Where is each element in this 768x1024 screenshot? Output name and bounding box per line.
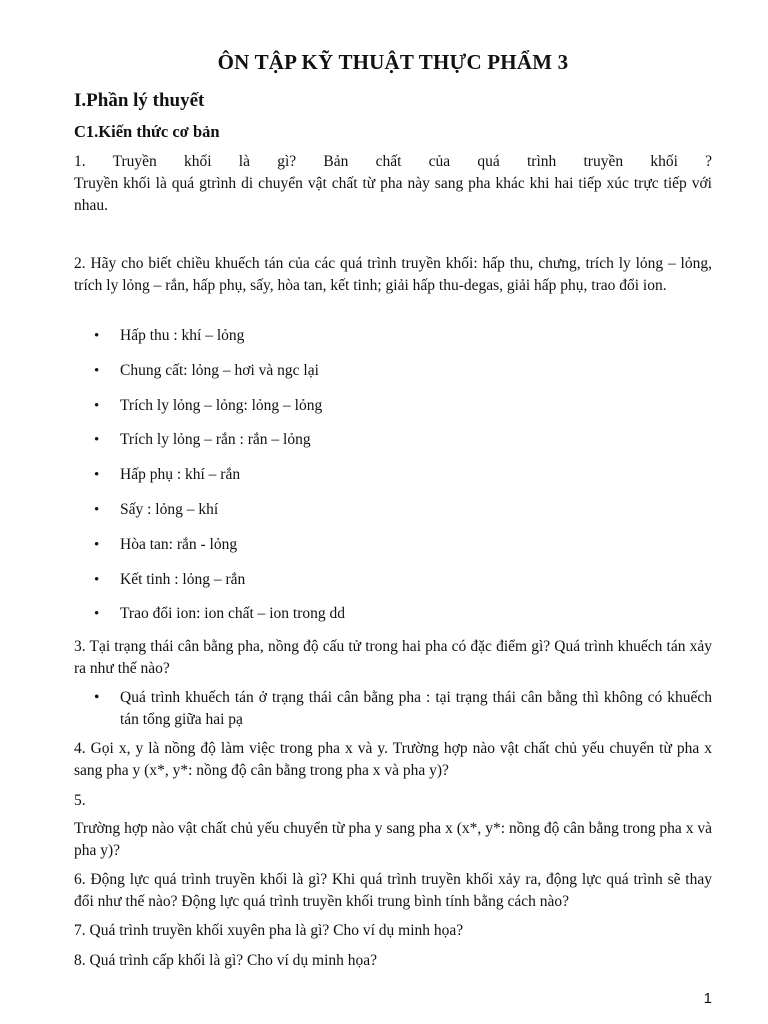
question-7: 7. Quá trình truyền khối xuyên pha là gì? Cho ví dụ minh họa? [74,922,464,939]
list-item: • Hấp thu : khí – lỏng [74,324,712,359]
question-2: 2. Hãy cho biết chiều khuếch tán của các quá trình truyền khối: hấp thu, chưng, trích ly lỏng – lỏng, trích ly lỏng – rắn, hấp phụ, sấy, hòa tan, kết tinh; giải hấp thu-degas, giải hấp phụ, trao đổi ion. [74,255,712,294]
bullet-icon: • [94,689,100,706]
list-item: • Hòa tan: rắn - lỏng [74,533,712,568]
list-item: • Kết tinh : lỏng – rắn [74,568,712,603]
question-3-answer-item [74,687,712,731]
question-3-answer: Quá trình khuếch tán ở trạng thái cân bằng pha : tại trạng thái cân bằng thì không có khuếch tán tổng giữa hai pạ [120,689,712,728]
list-item: • Hấp phụ : khí – rắn [74,463,712,498]
question-6: 6. Động lực quá trình truyền khối là gì? Khi quá trình truyền khối xảy ra, động lực quá trình sẽ thay đổi như thế nào? Động lực quá trình truyền khối trung bình tính bằng cách nào? [74,871,712,910]
section-heading: I.Phần lý thuyết [74,90,205,111]
question-8: 8. Quá trình cấp khối là gì? Cho ví dụ minh họa? [74,952,378,969]
question-1 [74,151,712,217]
list-item: • Trích ly lỏng – lỏng: lỏng – lỏng [74,394,712,429]
question-1-text: 1. Truyền khối là gì? Bản chất của quá trình truyền khối ? [74,153,712,170]
list-item: • Trao đổi ion: ion chất – ion trong dd [74,602,712,637]
question-5: Trường hợp nào vật chất chủ yếu chuyển từ pha y sang pha x (x*, y*: nồng độ cân bằng trong pha x và pha y)? [74,820,712,859]
document-title: ÔN TẬP KỸ THUẬT THỰC PHẨM 3 [217,50,569,74]
subsection-heading: C1.Kiến thức cơ bản [74,122,220,141]
list-item: • Chung cất: lỏng – hơi và ngc lại [74,359,712,394]
page-number: 1 [703,990,712,1007]
question-1-answer: Truyền khối là quá gtrình di chuyển vật chất từ pha này sang pha khác khi hai tiếp xúc trực tiếp với nhau. [74,175,712,214]
question-4: 4. Gọi x, y là nồng độ làm việc trong pha x và y. Trường hợp nào vật chất chủ yếu chuyển từ pha x sang pha y (x*, y*: nồng độ cân bằng trong pha x và pha y)? [74,740,712,779]
list-item: • Sấy : lỏng – khí [74,498,712,533]
question-5-number: 5. [74,792,86,809]
list-item: • Trích ly lỏng – rắn : rắn – lỏng [74,428,712,463]
question-3: 3. Tại trạng thái cân bằng pha, nồng độ cấu tử trong hai pha có đặc điểm gì? Quá trình khuếch tán xảy ra như thế nào? [74,638,712,677]
diffusion-direction-list [74,324,712,637]
